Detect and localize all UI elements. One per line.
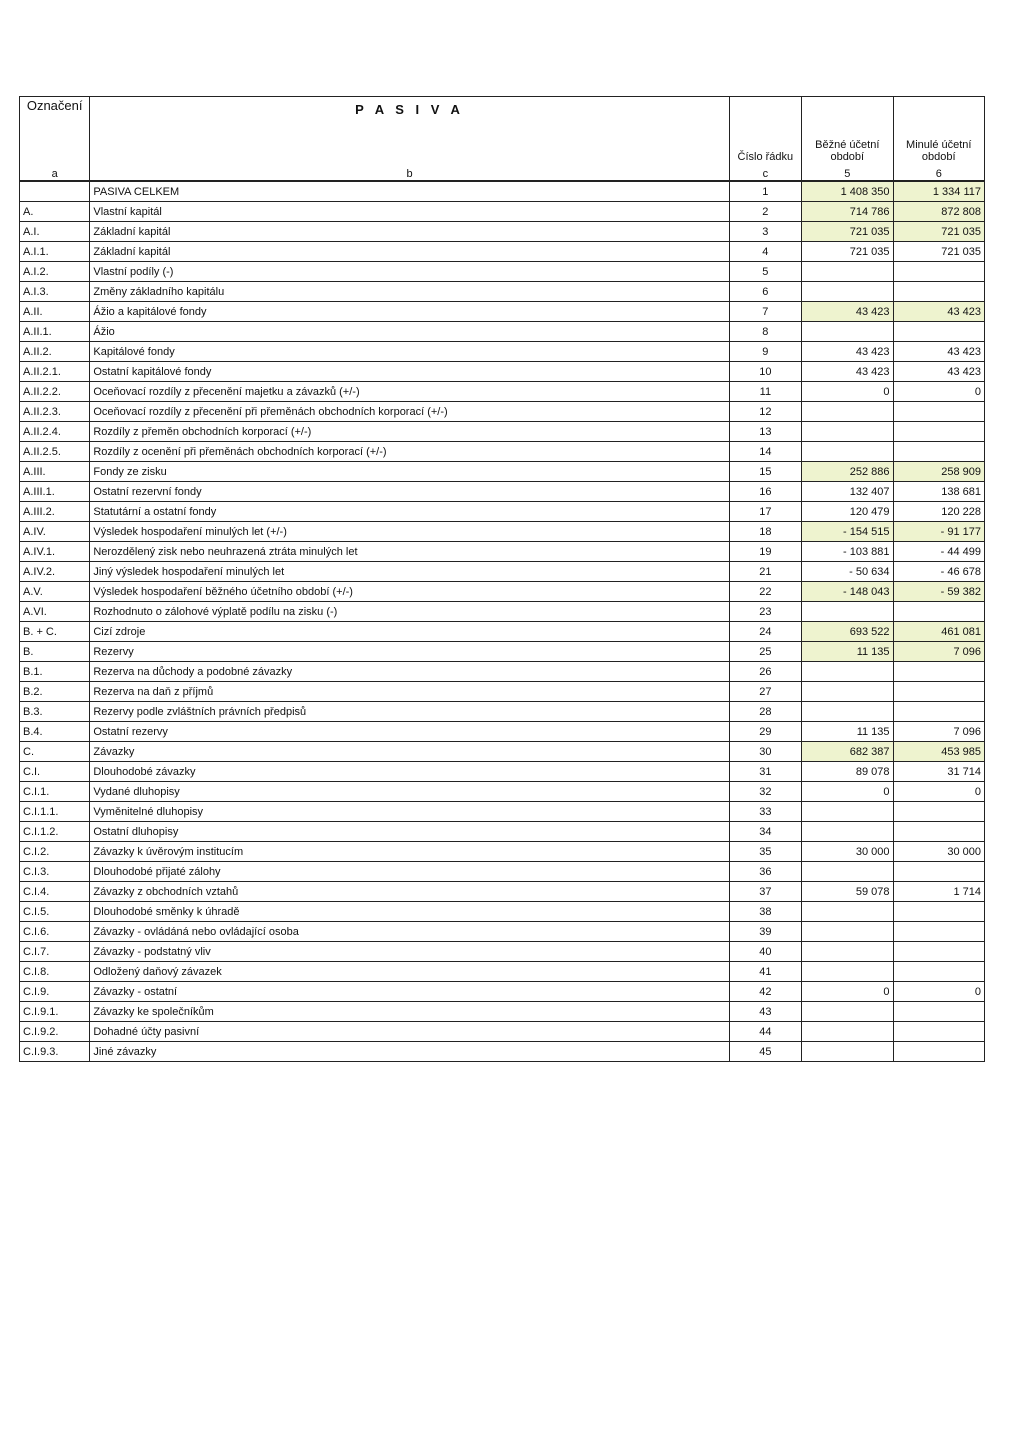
row-previous-period: 43 423	[893, 342, 984, 362]
row-code: A.IV.2.	[20, 562, 90, 582]
table-row	[20, 262, 985, 282]
row-current-period	[802, 442, 893, 462]
row-label: Základní kapitál	[90, 222, 729, 242]
row-code: C.I.1.	[20, 782, 90, 802]
row-current-period: 11 135	[802, 642, 893, 662]
row-current-period	[802, 822, 893, 842]
row-code: A.IV.1.	[20, 542, 90, 562]
row-current-period: 120 479	[802, 502, 893, 522]
row-code: C.I.9.2.	[20, 1022, 90, 1042]
row-label: Nerozdělený zisk nebo neuhrazená ztráta minulých let	[90, 542, 729, 562]
row-label: Dohadné účty pasivní	[90, 1022, 729, 1042]
table-row	[20, 502, 985, 522]
row-number: 17	[729, 502, 801, 522]
row-current-period: 43 423	[802, 342, 893, 362]
header-minule-obdobi: Minulé účetní období	[893, 97, 984, 164]
row-current-period: 721 035	[802, 222, 893, 242]
row-current-period	[802, 802, 893, 822]
row-current-period: 43 423	[802, 302, 893, 322]
row-previous-period	[893, 602, 984, 622]
row-number: 21	[729, 562, 801, 582]
row-current-period: - 154 515	[802, 522, 893, 542]
row-code: A.VI.	[20, 602, 90, 622]
row-number: 25	[729, 642, 801, 662]
row-label: Rezervy	[90, 642, 729, 662]
row-label: Vlastní kapitál	[90, 202, 729, 222]
row-code: A.I.2.	[20, 262, 90, 282]
row-code: C.I.2.	[20, 842, 90, 862]
row-code: A.II.2.	[20, 342, 90, 362]
row-number: 5	[729, 262, 801, 282]
row-label: Rezerva na důchody a podobné závazky	[90, 662, 729, 682]
row-code: A.I.	[20, 222, 90, 242]
row-code: B.2.	[20, 682, 90, 702]
row-previous-period	[893, 262, 984, 282]
row-code: B.1.	[20, 662, 90, 682]
row-number: 28	[729, 702, 801, 722]
row-current-period	[802, 922, 893, 942]
row-label: Ostatní rezervy	[90, 722, 729, 742]
row-previous-period: 1 334 117	[893, 181, 984, 202]
row-label: Závazky k úvěrovým institucím	[90, 842, 729, 862]
row-number: 19	[729, 542, 801, 562]
row-current-period	[802, 702, 893, 722]
table-row	[20, 242, 985, 262]
row-code: B.	[20, 642, 90, 662]
row-number: 3	[729, 222, 801, 242]
table-row	[20, 522, 985, 542]
table-row	[20, 282, 985, 302]
row-label: Jiný výsledek hospodaření minulých let	[90, 562, 729, 582]
row-previous-period: 120 228	[893, 502, 984, 522]
row-previous-period	[893, 682, 984, 702]
row-label: Závazky z obchodních vztahů	[90, 882, 729, 902]
row-code: A.	[20, 202, 90, 222]
row-previous-period	[893, 1022, 984, 1042]
table-row	[20, 982, 985, 1002]
row-number: 9	[729, 342, 801, 362]
row-code: C.I.9.1.	[20, 1002, 90, 1022]
row-previous-period	[893, 802, 984, 822]
row-previous-period: 43 423	[893, 302, 984, 322]
row-number: 30	[729, 742, 801, 762]
table-row	[20, 462, 985, 482]
row-previous-period	[893, 822, 984, 842]
row-previous-period	[893, 322, 984, 342]
table-row	[20, 922, 985, 942]
row-number: 36	[729, 862, 801, 882]
row-previous-period: - 44 499	[893, 542, 984, 562]
row-label: Závazky - ovládáná nebo ovládající osoba	[90, 922, 729, 942]
row-current-period: 693 522	[802, 622, 893, 642]
row-code: B.3.	[20, 702, 90, 722]
row-current-period: 0	[802, 782, 893, 802]
row-number: 14	[729, 442, 801, 462]
row-previous-period: 0	[893, 782, 984, 802]
row-code: A.IV.	[20, 522, 90, 542]
table-row	[20, 642, 985, 662]
row-previous-period: 0	[893, 982, 984, 1002]
table-row	[20, 222, 985, 242]
row-previous-period: - 59 382	[893, 582, 984, 602]
row-code: A.II.1.	[20, 322, 90, 342]
row-number: 6	[729, 282, 801, 302]
row-code: A.II.2.1.	[20, 362, 90, 382]
row-current-period	[802, 602, 893, 622]
row-current-period	[802, 282, 893, 302]
row-number: 26	[729, 662, 801, 682]
table-row	[20, 482, 985, 502]
row-current-period: - 148 043	[802, 582, 893, 602]
row-number: 27	[729, 682, 801, 702]
row-code: B.4.	[20, 722, 90, 742]
row-code: C.I.4.	[20, 882, 90, 902]
row-number: 42	[729, 982, 801, 1002]
row-current-period	[802, 942, 893, 962]
row-current-period	[802, 902, 893, 922]
row-current-period: - 103 881	[802, 542, 893, 562]
row-number: 45	[729, 1042, 801, 1062]
row-label: Závazky ke společníkům	[90, 1002, 729, 1022]
row-current-period	[802, 262, 893, 282]
row-code: A.V.	[20, 582, 90, 602]
table-row	[20, 722, 985, 742]
row-previous-period	[893, 862, 984, 882]
row-previous-period	[893, 922, 984, 942]
header-col-b: b	[90, 163, 729, 181]
table-row	[20, 402, 985, 422]
row-previous-period: 721 035	[893, 242, 984, 262]
row-current-period: 0	[802, 382, 893, 402]
row-previous-period: 1 714	[893, 882, 984, 902]
header-oznaceni: Označení	[20, 97, 90, 164]
row-number: 37	[729, 882, 801, 902]
row-label: Dlouhodobé závazky	[90, 762, 729, 782]
row-code: C.I.1.2.	[20, 822, 90, 842]
table-row	[20, 1002, 985, 1022]
row-current-period: 682 387	[802, 742, 893, 762]
header-col-6: 6	[893, 163, 984, 181]
row-number: 18	[729, 522, 801, 542]
row-number: 34	[729, 822, 801, 842]
row-previous-period	[893, 1042, 984, 1062]
row-number: 32	[729, 782, 801, 802]
row-label: Výsledek hospodaření běžného účetního období (+/-)	[90, 582, 729, 602]
row-label: Ostatní rezervní fondy	[90, 482, 729, 502]
table-row	[20, 322, 985, 342]
row-label: Oceňovací rozdíly z přecenění majetku a závazků (+/-)	[90, 382, 729, 402]
row-current-period	[802, 422, 893, 442]
table-row	[20, 762, 985, 782]
table-row	[20, 962, 985, 982]
row-current-period	[802, 402, 893, 422]
row-previous-period	[893, 442, 984, 462]
row-previous-period: 258 909	[893, 462, 984, 482]
row-number: 1	[729, 181, 801, 202]
row-label: Cizí zdroje	[90, 622, 729, 642]
row-number: 15	[729, 462, 801, 482]
row-current-period: 59 078	[802, 882, 893, 902]
row-code: C.	[20, 742, 90, 762]
row-code: C.I.	[20, 762, 90, 782]
row-code: A.III.1.	[20, 482, 90, 502]
row-current-period	[802, 862, 893, 882]
table-row	[20, 882, 985, 902]
row-current-period	[802, 1022, 893, 1042]
table-row	[20, 942, 985, 962]
row-previous-period	[893, 422, 984, 442]
row-previous-period: 0	[893, 382, 984, 402]
row-label: Rozhodnuto o zálohové výplatě podílu na zisku (-)	[90, 602, 729, 622]
row-previous-period: 872 808	[893, 202, 984, 222]
row-current-period: 1 408 350	[802, 181, 893, 202]
row-code: C.I.8.	[20, 962, 90, 982]
row-code: A.III.	[20, 462, 90, 482]
row-previous-period: 43 423	[893, 362, 984, 382]
table-row	[20, 342, 985, 362]
row-number: 41	[729, 962, 801, 982]
table-row	[20, 362, 985, 382]
table-row	[20, 1022, 985, 1042]
row-previous-period: 461 081	[893, 622, 984, 642]
row-previous-period: 453 985	[893, 742, 984, 762]
row-label: Jiné závazky	[90, 1042, 729, 1062]
row-number: 24	[729, 622, 801, 642]
row-previous-period: - 46 678	[893, 562, 984, 582]
table-row	[20, 842, 985, 862]
table-row	[20, 662, 985, 682]
row-label: PASIVA CELKEM	[90, 181, 729, 202]
table-row	[20, 802, 985, 822]
row-number: 4	[729, 242, 801, 262]
row-code: A.II.2.5.	[20, 442, 90, 462]
row-current-period	[802, 662, 893, 682]
row-label: Statutární a ostatní fondy	[90, 502, 729, 522]
row-number: 12	[729, 402, 801, 422]
row-label: Základní kapitál	[90, 242, 729, 262]
header-col-c: c	[729, 163, 801, 181]
table-row	[20, 442, 985, 462]
table-row	[20, 862, 985, 882]
row-label: Změny základního kapitálu	[90, 282, 729, 302]
row-previous-period	[893, 402, 984, 422]
row-code: C.I.3.	[20, 862, 90, 882]
table-row	[20, 682, 985, 702]
row-code: A.II.2.2.	[20, 382, 90, 402]
row-current-period: 89 078	[802, 762, 893, 782]
row-number: 8	[729, 322, 801, 342]
row-label: Odložený daňový závazek	[90, 962, 729, 982]
row-label: Závazky - podstatný vliv	[90, 942, 729, 962]
row-number: 13	[729, 422, 801, 442]
table-body	[20, 181, 985, 1062]
row-code: C.I.7.	[20, 942, 90, 962]
row-previous-period	[893, 662, 984, 682]
row-label: Výsledek hospodaření minulých let (+/-)	[90, 522, 729, 542]
row-label: Vydané dluhopisy	[90, 782, 729, 802]
table-row	[20, 902, 985, 922]
row-number: 39	[729, 922, 801, 942]
row-previous-period: 30 000	[893, 842, 984, 862]
row-number: 22	[729, 582, 801, 602]
row-label: Rozdíly z ocenění při přeměnách obchodních korporací (+/-)	[90, 442, 729, 462]
row-previous-period	[893, 942, 984, 962]
header-row	[20, 97, 985, 164]
row-label: Dlouhodobé směnky k úhradě	[90, 902, 729, 922]
row-number: 40	[729, 942, 801, 962]
table-row	[20, 542, 985, 562]
table-row	[20, 202, 985, 222]
row-previous-period: 7 096	[893, 642, 984, 662]
row-number: 31	[729, 762, 801, 782]
row-number: 44	[729, 1022, 801, 1042]
row-current-period: 0	[802, 982, 893, 1002]
table-row	[20, 822, 985, 842]
row-previous-period	[893, 702, 984, 722]
row-number: 2	[729, 202, 801, 222]
row-current-period: 11 135	[802, 722, 893, 742]
row-number: 33	[729, 802, 801, 822]
row-current-period: 714 786	[802, 202, 893, 222]
row-previous-period	[893, 962, 984, 982]
row-number: 10	[729, 362, 801, 382]
header-col-5: 5	[802, 163, 893, 181]
table-row	[20, 742, 985, 762]
row-number: 7	[729, 302, 801, 322]
row-previous-period: 31 714	[893, 762, 984, 782]
row-code: C.I.1.1.	[20, 802, 90, 822]
row-label: Ostatní kapitálové fondy	[90, 362, 729, 382]
row-label: Ážio	[90, 322, 729, 342]
header-cislo-radku: Číslo řádku	[729, 97, 801, 164]
row-label: Oceňovací rozdíly z přecenění při přeměnách obchodních korporací (+/-)	[90, 402, 729, 422]
table-row	[20, 602, 985, 622]
row-current-period	[802, 322, 893, 342]
row-code: C.I.9.3.	[20, 1042, 90, 1062]
row-label: Závazky - ostatní	[90, 982, 729, 1002]
row-label: Dlouhodobé přijaté zálohy	[90, 862, 729, 882]
row-current-period: 43 423	[802, 362, 893, 382]
header-index-row	[20, 163, 985, 181]
row-label: Rozdíly z přeměn obchodních korporací (+/-)	[90, 422, 729, 442]
table-row	[20, 582, 985, 602]
row-label: Rezervy podle zvláštních právních předpisů	[90, 702, 729, 722]
row-code: C.I.5.	[20, 902, 90, 922]
row-current-period: 721 035	[802, 242, 893, 262]
table-row	[20, 302, 985, 322]
row-previous-period: 138 681	[893, 482, 984, 502]
row-code: B. + C.	[20, 622, 90, 642]
row-label: Ostatní dluhopisy	[90, 822, 729, 842]
table-row	[20, 1042, 985, 1062]
table-row	[20, 181, 985, 202]
row-previous-period	[893, 1002, 984, 1022]
header-title: P A S I V A	[90, 97, 729, 164]
row-previous-period: 721 035	[893, 222, 984, 242]
row-current-period: - 50 634	[802, 562, 893, 582]
row-previous-period: - 91 177	[893, 522, 984, 542]
row-code: C.I.6.	[20, 922, 90, 942]
row-current-period	[802, 962, 893, 982]
row-label: Fondy ze zisku	[90, 462, 729, 482]
row-current-period	[802, 1042, 893, 1062]
row-code: A.II.	[20, 302, 90, 322]
row-current-period: 252 886	[802, 462, 893, 482]
row-previous-period	[893, 902, 984, 922]
table-row	[20, 422, 985, 442]
table-row	[20, 382, 985, 402]
row-label: Ážio a kapitálové fondy	[90, 302, 729, 322]
row-current-period: 132 407	[802, 482, 893, 502]
row-code: A.I.1.	[20, 242, 90, 262]
row-label: Vyměnitelné dluhopisy	[90, 802, 729, 822]
row-code	[20, 181, 90, 202]
table-row	[20, 622, 985, 642]
row-code: A.II.2.3.	[20, 402, 90, 422]
header-bezne-obdobi: Běžné účetní období	[802, 97, 893, 164]
table-row	[20, 562, 985, 582]
balance-sheet-liabilities-table	[19, 96, 985, 1062]
row-label: Závazky	[90, 742, 729, 762]
row-previous-period	[893, 282, 984, 302]
row-previous-period: 7 096	[893, 722, 984, 742]
row-current-period	[802, 1002, 893, 1022]
row-number: 38	[729, 902, 801, 922]
row-code: A.II.2.4.	[20, 422, 90, 442]
row-current-period	[802, 682, 893, 702]
row-number: 23	[729, 602, 801, 622]
row-code: A.III.2.	[20, 502, 90, 522]
row-number: 29	[729, 722, 801, 742]
row-current-period: 30 000	[802, 842, 893, 862]
row-label: Kapitálové fondy	[90, 342, 729, 362]
row-label: Rezerva na daň z příjmů	[90, 682, 729, 702]
row-code: C.I.9.	[20, 982, 90, 1002]
row-number: 35	[729, 842, 801, 862]
table-row	[20, 782, 985, 802]
table-row	[20, 702, 985, 722]
row-number: 16	[729, 482, 801, 502]
row-number: 11	[729, 382, 801, 402]
row-code: A.I.3.	[20, 282, 90, 302]
header-col-a: a	[20, 163, 90, 181]
row-label: Vlastní podíly (-)	[90, 262, 729, 282]
row-number: 43	[729, 1002, 801, 1022]
